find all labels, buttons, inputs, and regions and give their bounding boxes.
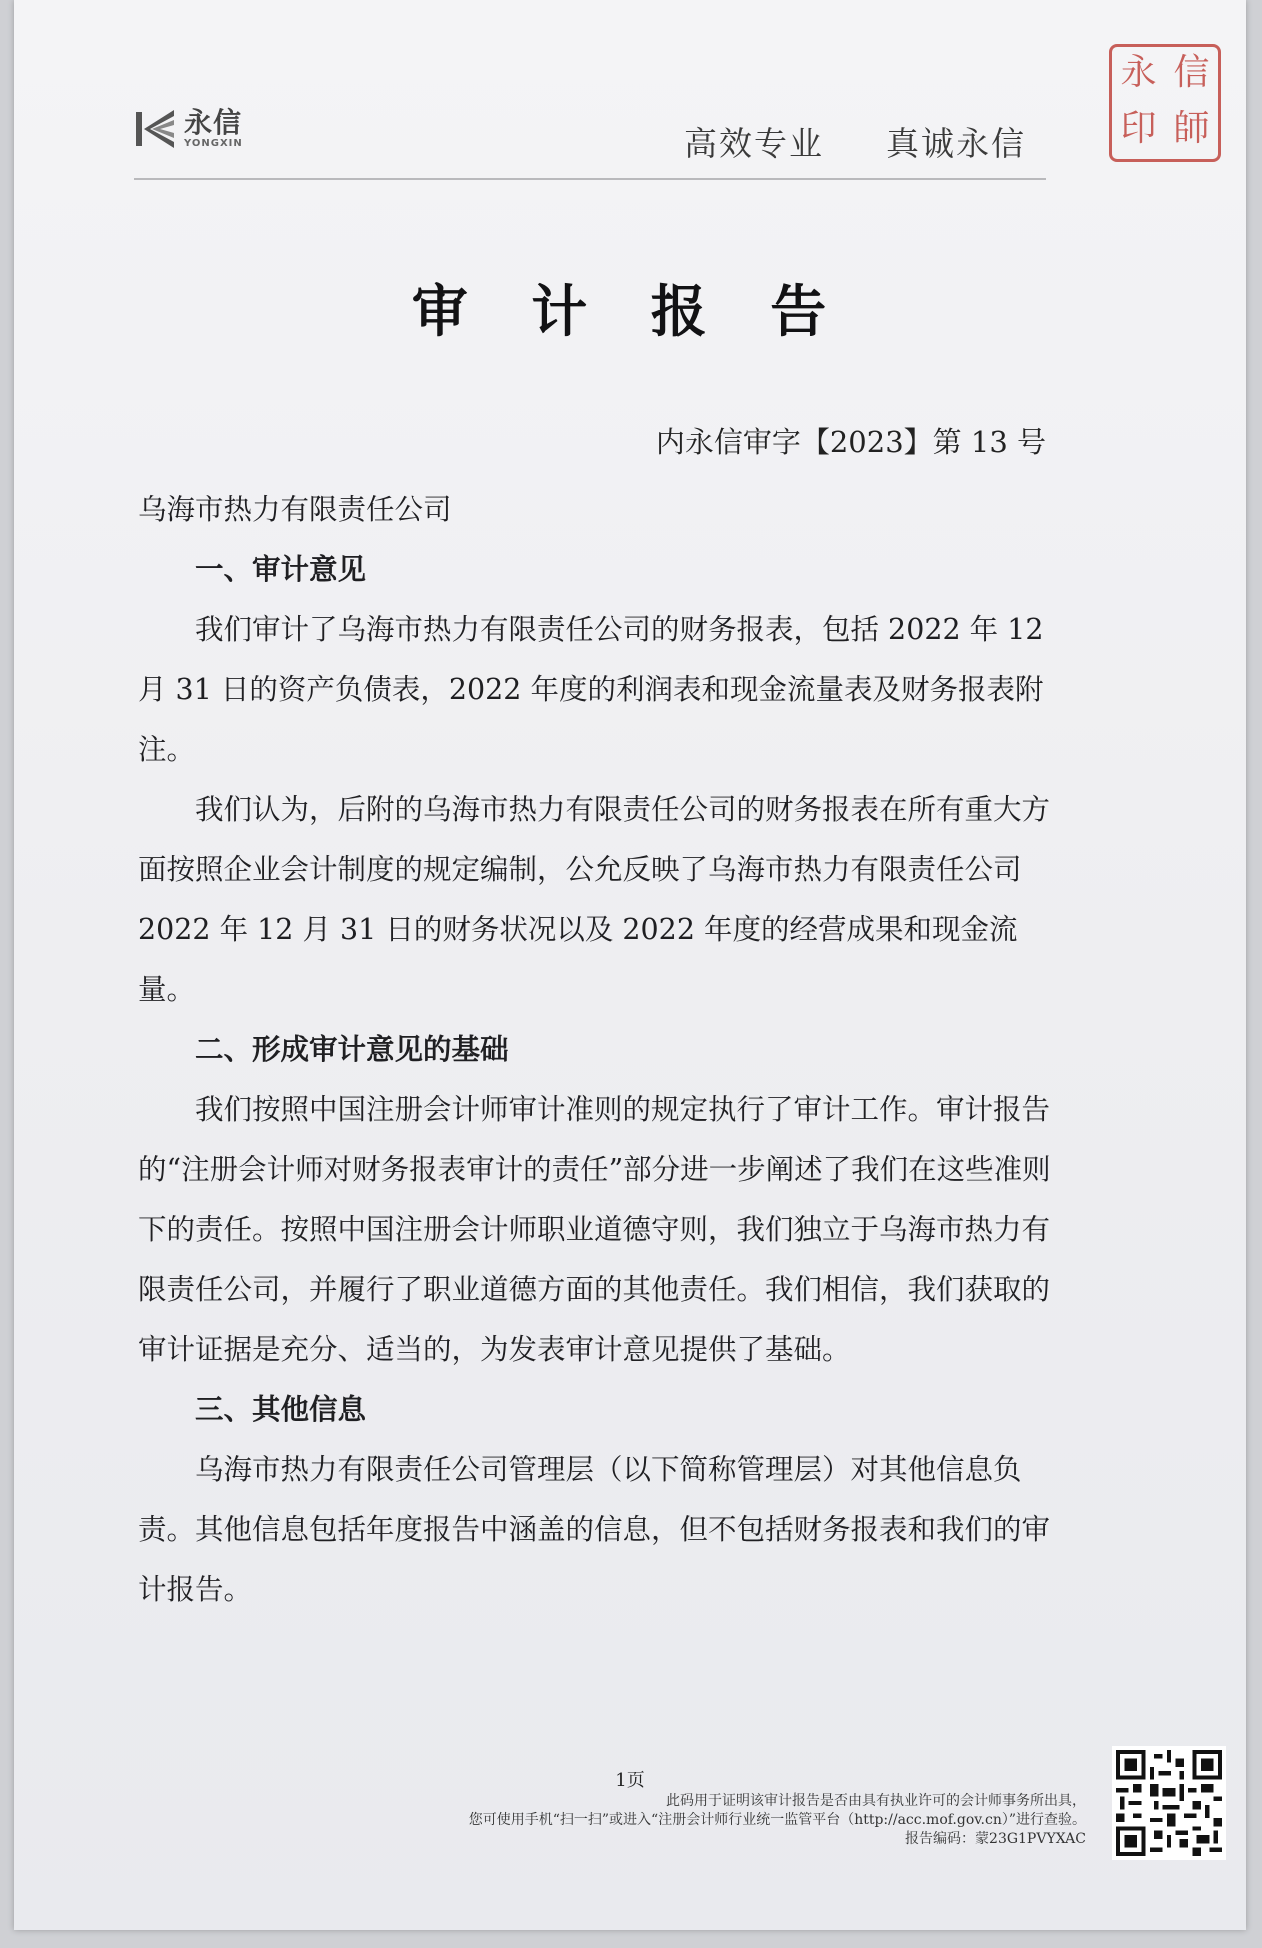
paragraph: 我们按照中国注册会计师审计准则的规定执行了审计工作。审计报告的“注册会计师对财务报表审计的责任”部分进一步阐述了我们在这些准则下的责任。按照中国注册会计师职业道德守则，我们独立于乌海市热力有限责任公司，并履行了职业道德方面的其他责任。我们相信，我们获取的审计证据是充分、适当的，为发表审计意见提供了基础。 bbox=[138, 1093, 1051, 1366]
red-seal-stamp bbox=[1109, 44, 1221, 162]
seal-char: 永 bbox=[1120, 52, 1157, 93]
slogan-part-1: 高效专业 bbox=[684, 124, 824, 163]
logo-chinese-name: 永信 bbox=[184, 106, 243, 139]
verification-note bbox=[326, 1792, 1086, 1849]
seal-char: 印 bbox=[1120, 108, 1157, 149]
verification-qr-code[interactable] bbox=[1112, 1746, 1226, 1860]
verification-line: 您可使用手机“扫一扫”或进入“注册会计师行业统一监管平台（http://acc.mof.gov.cn）”进行查验。 bbox=[468, 1812, 1086, 1828]
seal-char: 師 bbox=[1173, 108, 1210, 149]
logo-english-name: YONGXIN bbox=[184, 138, 243, 149]
document-number: 内永信审字【2023】第 13 号 bbox=[655, 425, 1046, 459]
paragraph: 我们认为，后附的乌海市热力有限责任公司的财务报表在所有重大方面按照企业会计制度的规定编制，公允反映了乌海市热力有限责任公司 2022 年 12 月 31 日的财务状况以及 2022 年度的经营成果和现金流量。 bbox=[138, 793, 1051, 1006]
verification-line: 此码用于证明该审计报告是否由具有执业许可的会计师事务所出具， bbox=[666, 1793, 1086, 1809]
document-page bbox=[14, 0, 1246, 1930]
addressee: 乌海市热力有限责任公司 bbox=[138, 493, 452, 526]
report-body bbox=[138, 480, 1066, 1620]
seal-char: 信 bbox=[1173, 52, 1210, 93]
header-divider bbox=[134, 178, 1046, 180]
company-logo bbox=[134, 106, 243, 152]
section-heading-other-information: 三、其他信息 bbox=[195, 1393, 367, 1426]
section-heading-audit-opinion: 一、审计意见 bbox=[195, 553, 367, 586]
section-heading-basis-for-opinion: 二、形成审计意见的基础 bbox=[195, 1033, 509, 1066]
header-slogan bbox=[684, 118, 1026, 165]
page-number: 1页 bbox=[615, 1770, 645, 1791]
slogan-part-2: 真诚永信 bbox=[886, 124, 1026, 163]
page-title: 审 计 报 告 bbox=[411, 280, 849, 345]
paragraph: 乌海市热力有限责任公司管理层（以下简称管理层）对其他信息负责。其他信息包括年度报告中涵盖的信息，但不包括财务报表和我们的审计报告。 bbox=[138, 1453, 1051, 1606]
report-code: 报告编码：蒙23G1PVYXAC bbox=[905, 1831, 1086, 1847]
qr-code-icon bbox=[1116, 1750, 1222, 1856]
yongxin-logo-icon bbox=[134, 106, 178, 152]
paragraph: 我们审计了乌海市热力有限责任公司的财务报表，包括 2022 年 12 月 31 日的资产负债表，2022 年度的利润表和现金流量表及财务报表附注。 bbox=[138, 613, 1044, 766]
